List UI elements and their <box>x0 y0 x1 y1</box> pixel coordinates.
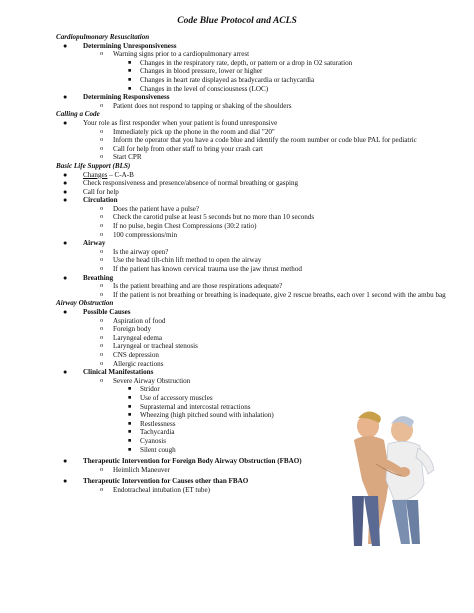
list-item-text: Aspiration of food <box>113 316 166 325</box>
circle-bullet-icon: o <box>100 136 104 144</box>
list-item-text: Inform the operator that you have a code blue and identify the room number or code blue PAL for pediatric <box>113 136 417 145</box>
list-item-text: Circulation <box>83 196 118 205</box>
bullet-icon: ● <box>63 477 68 486</box>
list-item <box>56 360 456 369</box>
heimlich-maneuver-illustration-icon <box>332 408 452 548</box>
square-bullet-icon: ■ <box>128 59 132 66</box>
square-bullet-icon: ■ <box>128 85 132 92</box>
list-item <box>56 85 456 94</box>
list-item-text: Changes in heart rate displayed as bradycardia or tachycardia <box>140 75 315 84</box>
bullet-icon: ● <box>63 308 68 316</box>
list-item <box>56 145 456 154</box>
list-item <box>56 119 456 128</box>
list-item <box>56 153 456 162</box>
list-item-text: Possible Causes <box>83 308 131 316</box>
square-bullet-icon: ■ <box>128 386 132 393</box>
list-item <box>56 102 456 111</box>
list-item-text: Determining Unresponsiveness <box>83 41 177 50</box>
list-item-text: 100 compressions/min <box>113 230 178 239</box>
bullet-icon: ● <box>63 93 68 102</box>
section-heading: Airway Obstruction <box>56 299 114 308</box>
list-item-text: Severe Airway Obstruction <box>113 376 191 385</box>
list-item <box>56 291 456 300</box>
list-item <box>56 308 456 317</box>
square-bullet-icon: ■ <box>128 446 132 453</box>
circle-bullet-icon: o <box>100 204 104 212</box>
square-bullet-icon: ■ <box>128 420 132 427</box>
list-item-text: Allergic reactions <box>113 359 164 368</box>
circle-bullet-icon: o <box>100 127 104 135</box>
list-item <box>56 385 456 394</box>
page-title: Code Blue Protocol and ACLS <box>177 16 297 26</box>
list-item <box>56 93 456 102</box>
list-item <box>56 205 456 214</box>
list-item <box>56 368 456 377</box>
bullet-icon: ● <box>63 457 68 466</box>
list-item-text: Suprasternal and intercostal retractions <box>140 402 251 411</box>
bullet-icon: ● <box>63 187 68 196</box>
list-item-text: Call for help from other staff to bring your crash cart <box>113 144 263 153</box>
circle-bullet-icon: o <box>100 485 104 493</box>
list-item-text: Therapeutic Intervention for Foreign Body Airway Obstruction (FBAO) <box>83 457 302 466</box>
bullet-icon: ● <box>63 41 68 50</box>
list-item <box>56 42 456 51</box>
circle-bullet-icon: o <box>100 144 104 152</box>
list-item-text: Check the carotid pulse at least 5 seconds but no more than 10 seconds <box>113 213 315 222</box>
section-heading: Basic Life Support (BLS) <box>56 161 131 170</box>
circle-bullet-icon: o <box>100 265 104 273</box>
square-bullet-icon: ■ <box>128 437 132 444</box>
list-item-text: Call for help <box>83 187 119 196</box>
list-item-text: Your role as first responder when your patient is found unresponsive <box>83 118 278 127</box>
list-item-text: Patient does not respond to tapping or shaking of the shoulders <box>113 101 292 110</box>
square-bullet-icon: ■ <box>128 429 132 436</box>
list-item <box>56 136 456 145</box>
list-item <box>56 239 456 248</box>
circle-bullet-icon: o <box>100 213 104 221</box>
circle-bullet-icon: o <box>100 101 104 109</box>
bullet-icon: ● <box>63 118 68 127</box>
list-item <box>56 282 456 291</box>
list-item <box>56 179 456 188</box>
list-item <box>56 50 456 59</box>
circle-bullet-icon: o <box>100 325 104 333</box>
square-bullet-icon: ■ <box>128 68 132 75</box>
list-item <box>56 256 456 265</box>
list-item-text: Therapeutic Intervention for Causes other than FBAO <box>83 477 249 486</box>
list-item-text: Check responsiveness and presence/absence of normal breathing or gasping <box>83 179 299 188</box>
list-item-text: Changes <box>83 170 108 179</box>
list-item-text: Changes in the respiratory rate, depth, or pattern or a drop in O2 saturation <box>140 58 353 67</box>
list-item-text: Immediately pick up the phone in the room and dial "20" <box>113 127 275 136</box>
list-item-suffix: – C-A-B <box>107 170 134 179</box>
list-item-text: Cyanosis <box>140 436 167 445</box>
list-item <box>56 334 456 343</box>
list-item-text: Clinical Manifestations <box>83 368 154 377</box>
list-item <box>56 394 456 403</box>
list-item-text: If the patient has known cervical trauma use the jaw thrust method <box>113 265 302 274</box>
circle-bullet-icon: o <box>100 282 104 290</box>
list-item-text: CNS depression <box>113 350 159 359</box>
list-item-text: Start CPR <box>113 153 142 162</box>
list-item <box>56 222 456 231</box>
circle-bullet-icon: o <box>100 359 104 367</box>
list-item <box>56 377 456 386</box>
list-item <box>56 59 456 68</box>
list-item-text: Warning signs prior to a cardiopulmonary arrest <box>113 50 250 59</box>
section-heading: Cardiopulmonary Resuscitation <box>56 33 150 41</box>
list-item-text: Laryngeal or tracheal stenosis <box>113 342 198 351</box>
list-item <box>56 196 456 205</box>
list-item-text: Determining Responsiveness <box>83 93 170 102</box>
list-item-text: Endotracheal intubation (ET tube) <box>113 485 210 494</box>
list-item-text: If the patient is not breathing or breathing is inadequate, give 2 rescue breaths, each over 1 second with the ambu bag <box>113 290 446 299</box>
list-item-text: Silent cough <box>140 445 176 454</box>
list-item-text: Use the head tilt-chin lift method to open the airway <box>113 256 262 265</box>
list-item <box>56 231 456 240</box>
circle-bullet-icon: o <box>100 342 104 350</box>
list-item <box>56 188 456 197</box>
list-item <box>56 325 456 334</box>
section-heading: Calling a Code <box>56 110 100 119</box>
circle-bullet-icon: o <box>100 230 104 238</box>
list-item-text: Restlessness <box>140 419 176 428</box>
square-bullet-icon: ■ <box>128 412 132 419</box>
circle-bullet-icon: o <box>100 153 104 161</box>
list-item <box>56 342 456 351</box>
list-item-text: Stridor <box>140 385 160 394</box>
list-item-text: Changes in the level of consciousness (LOC) <box>140 84 269 93</box>
bullet-icon: ● <box>63 273 68 282</box>
list-item-text: Foreign body <box>113 325 152 334</box>
list-item <box>56 213 456 222</box>
list-item <box>56 317 456 326</box>
circle-bullet-icon: o <box>100 247 104 255</box>
bullet-icon: ● <box>63 368 68 377</box>
list-item-text: Breathing <box>83 273 114 282</box>
list-item <box>56 265 456 274</box>
bullet-icon: ● <box>63 196 68 205</box>
list-item-text: Is the airway open? <box>113 247 169 256</box>
list-item-text: Wheezing (high pitched sound with inhalation) <box>140 411 274 420</box>
list-item <box>56 351 456 360</box>
circle-bullet-icon: o <box>100 350 104 358</box>
circle-bullet-icon: o <box>100 465 104 473</box>
circle-bullet-icon: o <box>100 333 104 341</box>
list-item-text: Does the patient have a pulse? <box>113 204 200 213</box>
square-bullet-icon: ■ <box>128 76 132 83</box>
circle-bullet-icon: o <box>100 290 104 298</box>
list-item <box>56 67 456 76</box>
circle-bullet-icon: o <box>100 50 104 58</box>
list-item-text: Use of accessory muscles <box>140 393 213 402</box>
list-item-text: Is the patient breathing and are those respirations adequate? <box>113 282 283 291</box>
list-item-text: Laryngeal edema <box>113 333 163 342</box>
list-item <box>56 76 456 85</box>
list-item <box>56 128 456 137</box>
list-item <box>56 274 456 283</box>
list-item-text: Tachycardia <box>140 428 175 437</box>
circle-bullet-icon: o <box>100 256 104 264</box>
circle-bullet-icon: o <box>100 222 104 230</box>
list-item-text: If no pulse, begin Chest Compressions (30:2 ratio) <box>113 222 257 231</box>
list-item-text: Changes in blood pressure, lower or higher <box>140 67 263 76</box>
list-item-text: Airway <box>83 239 106 248</box>
circle-bullet-icon: o <box>100 316 104 324</box>
square-bullet-icon: ■ <box>128 403 132 410</box>
list-item-text: Heimlich Maneuver <box>113 465 170 474</box>
square-bullet-icon: ■ <box>128 394 132 401</box>
list-item <box>56 248 456 257</box>
list-item <box>56 171 456 180</box>
bullet-icon: ● <box>63 239 68 248</box>
bullet-icon: ● <box>63 179 68 188</box>
bullet-icon: ● <box>63 170 68 179</box>
circle-bullet-icon: o <box>100 376 104 384</box>
